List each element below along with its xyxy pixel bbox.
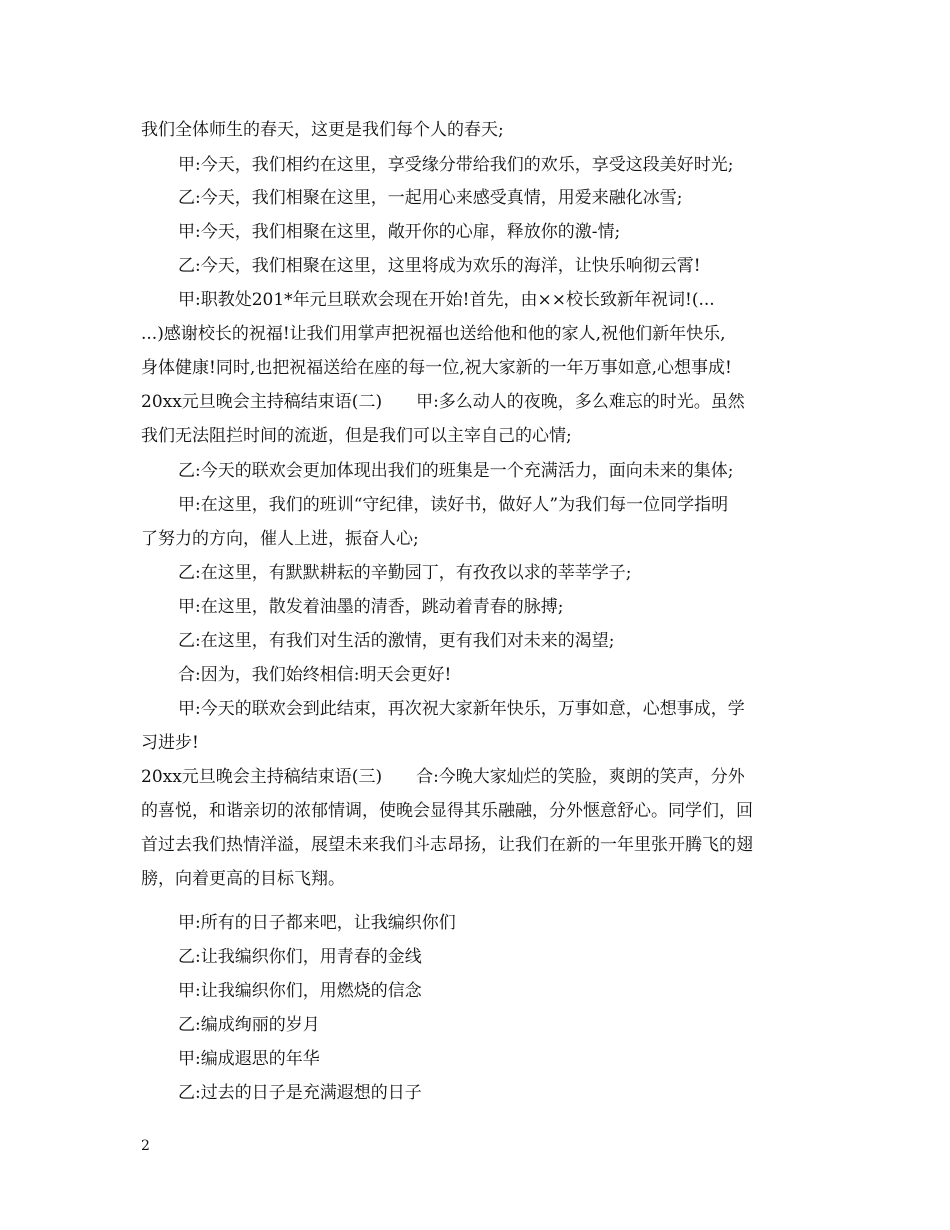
text-line: 膀，向着更高的目标飞翔。	[141, 869, 345, 889]
text-line: 我们全体师生的春天，这更是我们每个人的春天;	[141, 120, 504, 140]
text-line: ...)感谢校长的祝福!让我们用掌声把祝福也送给他和他的家人,祝他们新年快乐,	[141, 324, 726, 344]
text-line: 乙:在这里，有默默耕耘的辛勤园丁，有孜孜以求的莘莘学子;	[178, 563, 632, 583]
text-line: 乙:今天的联欢会更加体现出我们的班集是一个充满活力，面向未来的集体;	[178, 461, 734, 481]
text-line: 甲:让我编织你们，用燃烧的信念	[178, 981, 422, 1001]
text-line: 20xx元旦晚会主持稿结束语(二) 甲:多么动人的夜晚，多么难忘的时光。虽然	[141, 392, 745, 412]
text-line: 的喜悦，和谐亲切的浓郁情调，使晚会显得其乐融融，分外惬意舒心。同学们，回	[141, 801, 753, 821]
text-line: 身体健康!同时,也把祝福送给在座的每一位,祝大家新的一年万事如意,心想事成!	[141, 358, 732, 378]
text-line: 习进步!	[141, 733, 199, 753]
text-line: 乙:今天，我们相聚在这里，这里将成为欢乐的海洋，让快乐响彻云霄!	[178, 256, 701, 276]
text-line: 首过去我们热情洋溢，展望未来我们斗志昂扬，让我们在新的一年里张开腾飞的翅	[141, 835, 753, 855]
text-line: 甲:在这里，我们的班训“守纪律，读好书，做好人”为我们每一位同学指明	[178, 495, 729, 515]
text-line: 甲:今天的联欢会到此结束，再次祝大家新年快乐，万事如意，心想事成，学	[178, 699, 745, 719]
text-line: 乙:编成绚丽的岁月	[178, 1015, 320, 1035]
text-line: 我们无法阻拦时间的流逝，但是我们可以主宰自己的心情;	[141, 426, 572, 446]
page-number: 2	[141, 1138, 150, 1154]
text-line: 20xx元旦晚会主持稿结束语(三) 合:今晚大家灿烂的笑脸，爽朗的笑声，分外	[141, 767, 745, 787]
text-line: 甲:今天，我们相聚在这里，敞开你的心扉，释放你的激-情;	[178, 222, 621, 242]
text-line: 甲:所有的日子都来吧，让我编织你们	[178, 913, 456, 933]
text-line: 甲:职教处201*年元旦联欢会现在开始!首先，由××校长致新年祝词!(...	[178, 290, 715, 310]
text-line: 甲:编成遐思的年华	[178, 1049, 320, 1069]
text-line: 乙:今天，我们相聚在这里，一起用心来感受真情，用爱来融化冰雪;	[178, 188, 683, 208]
text-line: 乙:过去的日子是充满遐想的日子	[178, 1083, 422, 1103]
text-line: 了努力的方向，催人上进，振奋人心;	[141, 529, 419, 549]
text-line: 甲:在这里，散发着油墨的清香，跳动着青春的脉搏;	[178, 597, 564, 617]
text-line: 乙:在这里，有我们对生活的激情，更有我们对未来的渴望;	[178, 631, 615, 651]
text-line: 甲:今天，我们相约在这里，享受缘分带给我们的欢乐，享受这段美好时光;	[178, 155, 734, 175]
text-line: 乙:让我编织你们，用青春的金线	[178, 947, 422, 967]
text-line: 合:因为，我们始终相信:明天会更好!	[178, 665, 452, 685]
